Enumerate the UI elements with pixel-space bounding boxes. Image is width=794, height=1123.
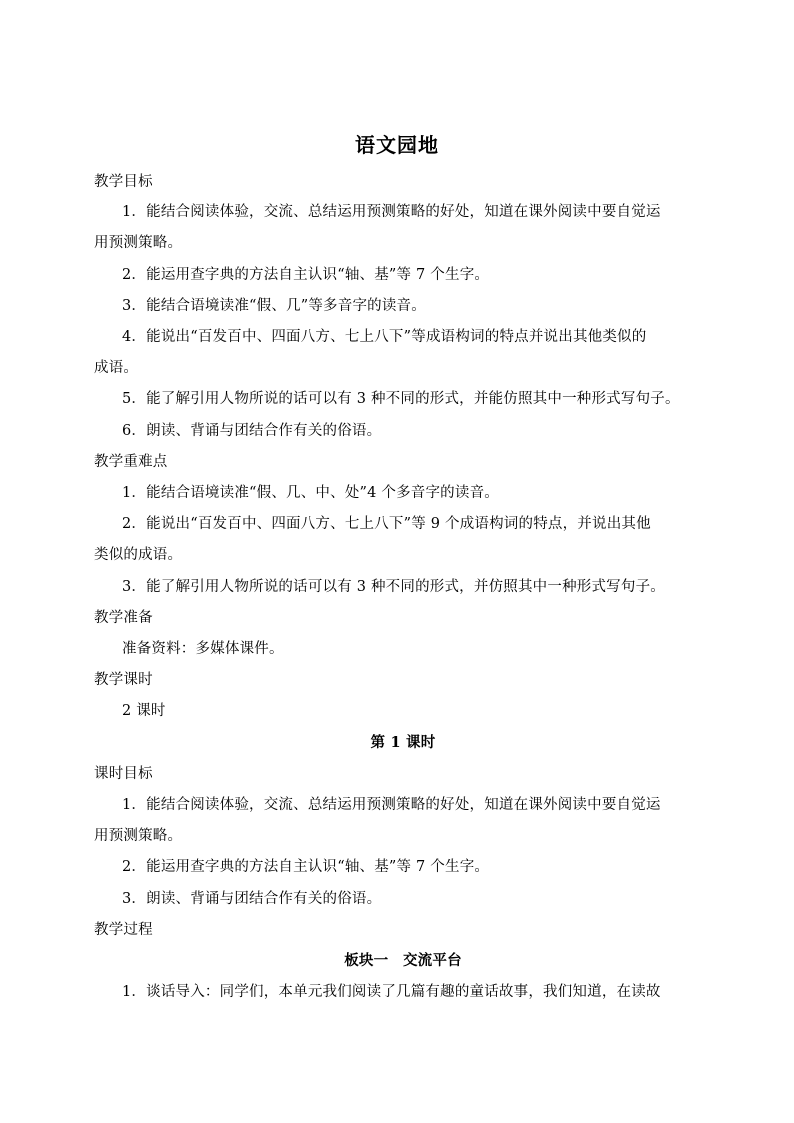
section-heading-key-points: 教学重难点 (94, 454, 168, 470)
lesson-1-goal-1b: 用预测策略。 (94, 828, 183, 844)
lesson-1-process-heading: 教学过程 (94, 922, 153, 938)
goal-item-4b: 成语。 (94, 360, 139, 376)
lesson-1-heading: 第 1 课时 (370, 734, 436, 751)
block-1-heading: 板块一 交流平台 (344, 952, 462, 969)
section-heading-preparation: 教学准备 (94, 610, 153, 626)
lesson-1-goal-2: 2．能运用查字典的方法自主认识“轴、基”等 7 个生字。 (122, 859, 490, 875)
page-title: 语文园地 (355, 133, 439, 157)
goal-item-1a: 1．能结合阅读体验，交流、总结运用预测策略的好处，知道在课外阅读中要自觉运 (122, 204, 661, 220)
lesson-1-goals-heading: 课时目标 (94, 766, 153, 782)
lesson-1-goal-3: 3．朗读、背诵与团结合作有关的俗语。 (122, 891, 382, 907)
key-point-2b: 类似的成语。 (94, 547, 183, 563)
preparation-text: 准备资料：多媒体课件。 (122, 641, 284, 657)
lesson-1-goal-1a: 1．能结合阅读体验，交流、总结运用预测策略的好处，知道在课外阅读中要自觉运 (122, 797, 661, 813)
periods-text: 2 课时 (122, 703, 166, 719)
key-point-2a: 2．能说出“百发百中、四面八方、七上八下”等 9 个成语构词的特点，并说出其他 (122, 516, 651, 532)
process-step-1: 1．谈话导入：同学们，本单元我们阅读了几篇有趣的童话故事，我们知道，在读故 (122, 984, 661, 1000)
key-point-3: 3．能了解引用人物所说的话可以有 3 种不同的形式，并仿照其中一种形式写句子。 (122, 579, 665, 595)
goal-item-6: 6．朗读、背诵与团结合作有关的俗语。 (122, 423, 382, 439)
goal-item-3: 3．能结合语境读准“假、几”等多音字的读音。 (122, 298, 426, 314)
key-point-1: 1．能结合语境读准“假、几、中、处”4 个多音字的读音。 (122, 485, 499, 501)
goal-item-4a: 4．能说出“百发百中、四面八方、七上八下”等成语构词的特点并说出其他类似的 (122, 329, 647, 345)
goal-item-2: 2．能运用查字典的方法自主认识“轴、基”等 7 个生字。 (122, 267, 490, 283)
goal-item-1b: 用预测策略。 (94, 235, 183, 251)
goal-item-5: 5．能了解引用人物所说的话可以有 3 种不同的形式，并能仿照其中一种形式写句子。 (122, 391, 680, 407)
section-heading-periods: 教学课时 (94, 672, 153, 688)
section-heading-goals: 教学目标 (94, 174, 153, 190)
